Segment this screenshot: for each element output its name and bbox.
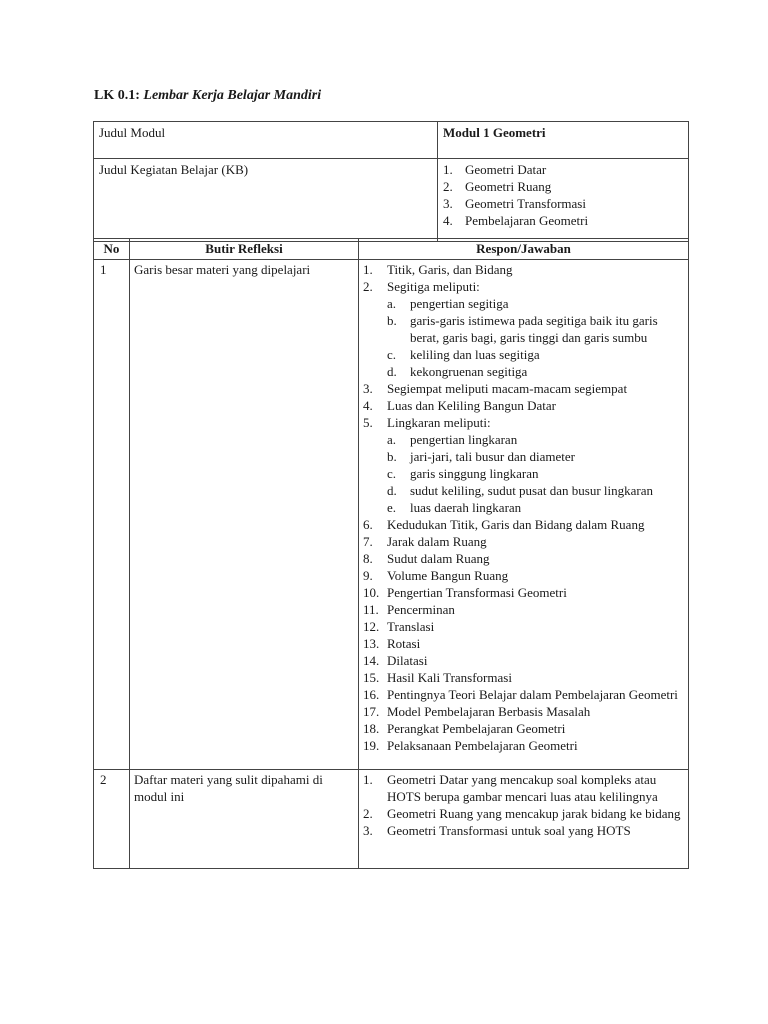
list-item-number: 2. xyxy=(363,806,373,821)
sub-item-letter: b. xyxy=(387,449,397,464)
sub-item-letter: b. xyxy=(387,313,397,328)
list-item-number: 4. xyxy=(363,398,373,413)
list-item xyxy=(363,567,684,584)
row-number: 2 xyxy=(94,770,130,869)
header-row xyxy=(94,239,689,260)
list-item-number: 12. xyxy=(363,619,380,634)
kb-item-number: 2. xyxy=(443,179,453,194)
kb-item-text: Pembelajaran Geometri xyxy=(465,213,589,228)
sub-item-letter: e. xyxy=(387,500,397,515)
response-list xyxy=(363,771,684,839)
list-item xyxy=(363,601,684,618)
list-item xyxy=(363,771,684,805)
list-item xyxy=(363,703,684,720)
list-item-number: 5. xyxy=(363,415,373,430)
list-item-text: Segitiga meliputi: xyxy=(387,279,480,294)
sub-item-text: sudut keliling, sudut pusat dan busur lingkaran xyxy=(410,483,654,498)
list-item-number: 3. xyxy=(363,823,373,838)
list-item-number: 6. xyxy=(363,517,373,532)
list-item-number: 8. xyxy=(363,551,373,566)
table-row xyxy=(94,770,689,869)
kb-item-text: Geometri Ruang xyxy=(465,179,552,194)
kb-item-text: Geometri Datar xyxy=(465,162,547,177)
sub-list-item xyxy=(363,363,684,380)
list-item xyxy=(363,397,684,414)
sub-item-text: garis-garis istimewa pada segitiga baik itu garis berat, garis bagi, garis tinggi dan garis sumbu xyxy=(410,313,658,345)
kb-list-cell xyxy=(438,159,689,242)
row-respon xyxy=(359,770,689,869)
sub-item-text: keliling dan luas segitiga xyxy=(410,347,540,362)
kb-item xyxy=(443,161,683,178)
list-item-text: Pentingnya Teori Belajar dalam Pembelajaran Geometri xyxy=(387,687,678,702)
list-item-text: Rotasi xyxy=(387,636,421,651)
sub-item-text: jari-jari, tali busur dan diameter xyxy=(410,449,575,464)
module-value: Modul 1 Geometri xyxy=(438,122,689,159)
kb-item-number: 1. xyxy=(443,162,453,177)
sub-item-letter: a. xyxy=(387,432,397,447)
list-item xyxy=(363,737,684,754)
list-item-number: 14. xyxy=(363,653,380,668)
row-butir: Garis besar materi yang dipelajari xyxy=(130,260,359,770)
module-info-table xyxy=(93,121,689,242)
list-item-text: Perangkat Pembelajaran Geometri xyxy=(387,721,566,736)
list-item-number: 15. xyxy=(363,670,380,685)
list-item-text: Volume Bangun Ruang xyxy=(387,568,509,583)
list-item-text: Jarak dalam Ruang xyxy=(387,534,487,549)
sub-item-letter: d. xyxy=(387,483,397,498)
row-number: 1 xyxy=(94,260,130,770)
list-item-text: Pelaksanaan Pembelajaran Geometri xyxy=(387,738,578,753)
list-item-number: 17. xyxy=(363,704,380,719)
kb-item xyxy=(443,195,683,212)
kb-label: Judul Kegiatan Belajar (KB) xyxy=(94,159,438,242)
header-respon: Respon/Jawaban xyxy=(359,239,689,260)
list-item-text: Geometri Ruang yang mencakup jarak bidang ke bidang xyxy=(387,806,681,821)
list-item xyxy=(363,822,684,839)
sub-item-text: pengertian segitiga xyxy=(410,296,509,311)
row-butir: Daftar materi yang sulit dipahami di modul ini xyxy=(130,770,359,869)
sub-item-letter: d. xyxy=(387,364,397,379)
list-item xyxy=(363,618,684,635)
list-item xyxy=(363,805,684,822)
list-item xyxy=(363,669,684,686)
list-item-number: 18. xyxy=(363,721,380,736)
sub-list-item xyxy=(363,312,684,346)
kb-item xyxy=(443,212,683,229)
list-item-text: Dilatasi xyxy=(387,653,428,668)
list-item xyxy=(363,584,684,601)
list-item-text: Lingkaran meliputi: xyxy=(387,415,491,430)
list-item xyxy=(363,516,684,533)
list-item-text: Hasil Kali Transformasi xyxy=(387,670,512,685)
sub-list-item xyxy=(363,448,684,465)
list-item-text: Segiempat meliputi macam-macam segiempat xyxy=(387,381,628,396)
sub-item-text: pengertian lingkaran xyxy=(410,432,518,447)
row-respon xyxy=(359,260,689,770)
response-list xyxy=(363,261,684,754)
list-item-number: 1. xyxy=(363,772,373,787)
sub-item-text: garis singgung lingkaran xyxy=(410,466,539,481)
list-item-number: 13. xyxy=(363,636,380,651)
list-item-number: 19. xyxy=(363,738,380,753)
sub-item-letter: c. xyxy=(387,466,397,481)
list-item xyxy=(363,261,684,278)
sub-item-letter: c. xyxy=(387,347,397,362)
sub-list-item xyxy=(363,499,684,516)
header-butir: Butir Refleksi xyxy=(130,239,359,260)
list-item-text: Titik, Garis, dan Bidang xyxy=(387,262,513,277)
list-item xyxy=(363,686,684,703)
list-item-number: 1. xyxy=(363,262,373,277)
list-item xyxy=(363,652,684,669)
list-item xyxy=(363,635,684,652)
page-title xyxy=(94,88,321,104)
sub-item-text: luas daerah lingkaran xyxy=(410,500,522,515)
list-item-text: Kedudukan Titik, Garis dan Bidang dalam Ruang xyxy=(387,517,645,532)
list-item-number: 2. xyxy=(363,279,373,294)
list-item-text: Sudut dalam Ruang xyxy=(387,551,490,566)
module-label: Judul Modul xyxy=(94,122,438,159)
list-item-number: 7. xyxy=(363,534,373,549)
list-item-number: 16. xyxy=(363,687,380,702)
list-item xyxy=(363,550,684,567)
list-item-text: Pengertian Transformasi Geometri xyxy=(387,585,567,600)
kb-item-number: 4. xyxy=(443,213,453,228)
kb-item-text: Geometri Transformasi xyxy=(465,196,586,211)
list-item-number: 3. xyxy=(363,381,373,396)
sub-list-item xyxy=(363,346,684,363)
list-item-text: Geometri Datar yang mencakup soal kompleks atau HOTS berupa gambar mencari luas atau kelilingnya xyxy=(387,772,658,804)
reflection-table xyxy=(93,238,689,869)
sub-item-text: kekongruenan segitiga xyxy=(410,364,528,379)
list-item xyxy=(363,720,684,737)
list-item-text: Pencerminan xyxy=(387,602,455,617)
sub-list-item xyxy=(363,482,684,499)
sub-list-item xyxy=(363,431,684,448)
list-item-text: Luas dan Keliling Bangun Datar xyxy=(387,398,556,413)
list-item xyxy=(363,533,684,550)
list-item-text: Geometri Transformasi untuk soal yang HOTS xyxy=(387,823,631,838)
sub-list-item xyxy=(363,465,684,482)
list-item xyxy=(363,380,684,397)
header-no: No xyxy=(94,239,130,260)
list-item xyxy=(363,414,684,431)
kb-list xyxy=(443,161,683,229)
list-item xyxy=(363,278,684,295)
kb-item xyxy=(443,178,683,195)
list-item-text: Translasi xyxy=(387,619,435,634)
page-title-suffix: Lembar Kerja Belajar Mandiri xyxy=(143,88,322,103)
list-item-number: 10. xyxy=(363,585,380,600)
page-title-prefix: LK 0.1: xyxy=(94,88,144,103)
table-row xyxy=(94,260,689,770)
list-item-number: 9. xyxy=(363,568,373,583)
sub-item-letter: a. xyxy=(387,296,397,311)
list-item-text: Model Pembelajaran Berbasis Masalah xyxy=(387,704,591,719)
list-item-number: 11. xyxy=(363,602,379,617)
sub-list-item xyxy=(363,295,684,312)
kb-item-number: 3. xyxy=(443,196,453,211)
